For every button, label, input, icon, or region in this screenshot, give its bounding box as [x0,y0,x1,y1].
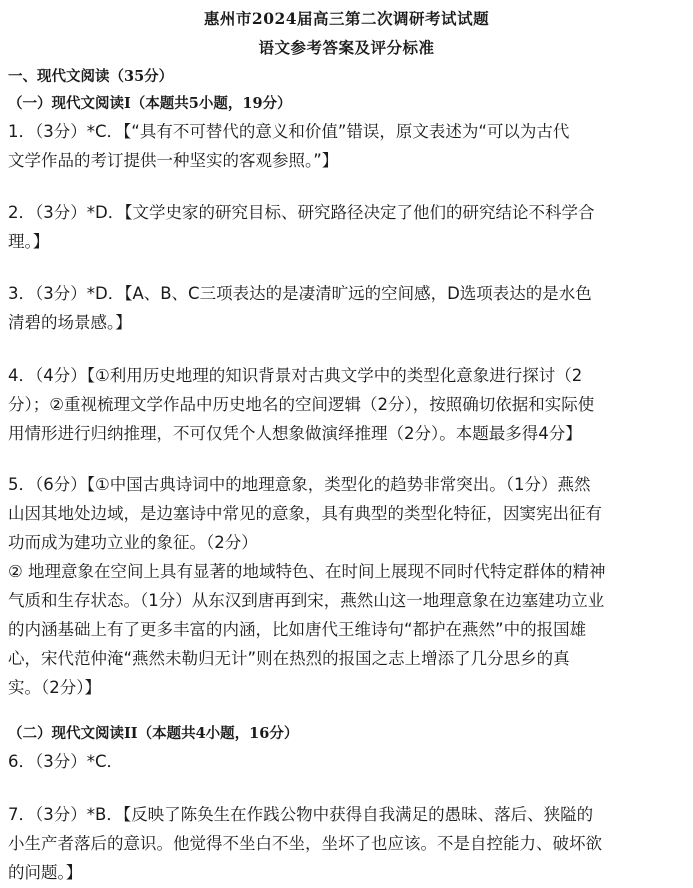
answer-line: 心，宋代范仲淹“燕然未勒归无计”则在热烈的报国之志上增添了几分思乡的真 [8,649,570,668]
answer-line: 1．（3分）*C．【“具有不可替代的意义和价值”错误，原文表述为“可以为古代 [8,122,570,141]
answer-q1 [8,117,688,175]
answer-line: 7．（3分）*B．【反映了陈奂生在作践公物中获得自我满足的愚昧、落后、狭隘的 [8,805,594,824]
answer-line: 分）；②重视梳理文学作品中历史地名的空间逻辑（2分），按照确切依据和实际使 [8,395,595,414]
answer-line: 的问题。】 [8,863,83,882]
answer-line: 小生产者落后的意识。他觉得不坐白不坐，坐坏了也应该。不是自控能力、破坏欲 [8,834,602,853]
answer-line: 文学作品的考订提供一种坚实的客观参照。”】 [8,151,339,170]
subsection-heading-reading-2: （二）现代文阅读II（本题共4小题，16分） [8,725,299,742]
answer-line: 2．（3分）*D．【文学史家的研究目标、研究路径决定了他们的研究结论不科学合 [8,203,595,222]
answer-line: 山因其地处边域，是边塞诗中常见的意象，具有典型的类型化特征，因窦宪出征有 [8,504,602,523]
answer-line: 3．（3分）*D．【A、B、C三项表达的是凄清旷远的空间感，D选项表达的是水色 [8,284,592,303]
document-title: 惠州市2024届高三第二次调研考试试题 [203,9,490,28]
answer-q3 [8,279,688,337]
answer-line: 6．（3分）*C． [8,752,124,771]
answer-q2 [8,198,688,256]
answer-line: 理。】 [8,232,50,251]
answer-q6 [8,747,688,776]
answer-line: 实。（2分）】 [8,678,101,697]
answer-line: 气质和生存状态。（1分）从东汉到唐再到宋，燕然山这一地理意象在边塞建功立业 [8,591,605,610]
section-heading-modern-reading: 一、现代文阅读（35分） [8,68,174,85]
subsection-heading-reading-1: （一）现代文阅读I（本题共5小题，19分） [8,95,292,112]
answer-q4 [8,361,688,448]
answer-line: 5．（6分）【①中国古典诗词中的地理意象，类型化的趋势非常突出。（1分）燕然 [8,475,591,494]
answer-line: 清碧的场景感。】 [8,313,132,332]
answer-line: ② 地理意象在空间上具有显著的地域特色、在时间上展现不同时代特定群体的精神 [8,562,606,581]
answer-q7 [8,800,688,887]
answer-line: 功而成为建功立业的象征。（2分） [8,533,258,552]
answer-line: 用情形进行归纳推理，不可仅凭个人想象做演绎推理（2分）。本题最多得4分】 [8,424,582,443]
document-subtitle: 语文参考答案及评分标准 [258,38,435,57]
answer-line: 的内涵基础上有了更多丰富的内涵，比如唐代王维诗句“都护在燕然”中的报国雄 [8,620,587,639]
answer-line: 4．（4分）【①利用历史地理的知识背景对古典文学中的类型化意象进行探讨（2 [8,366,583,385]
answer-q5 [8,470,688,702]
